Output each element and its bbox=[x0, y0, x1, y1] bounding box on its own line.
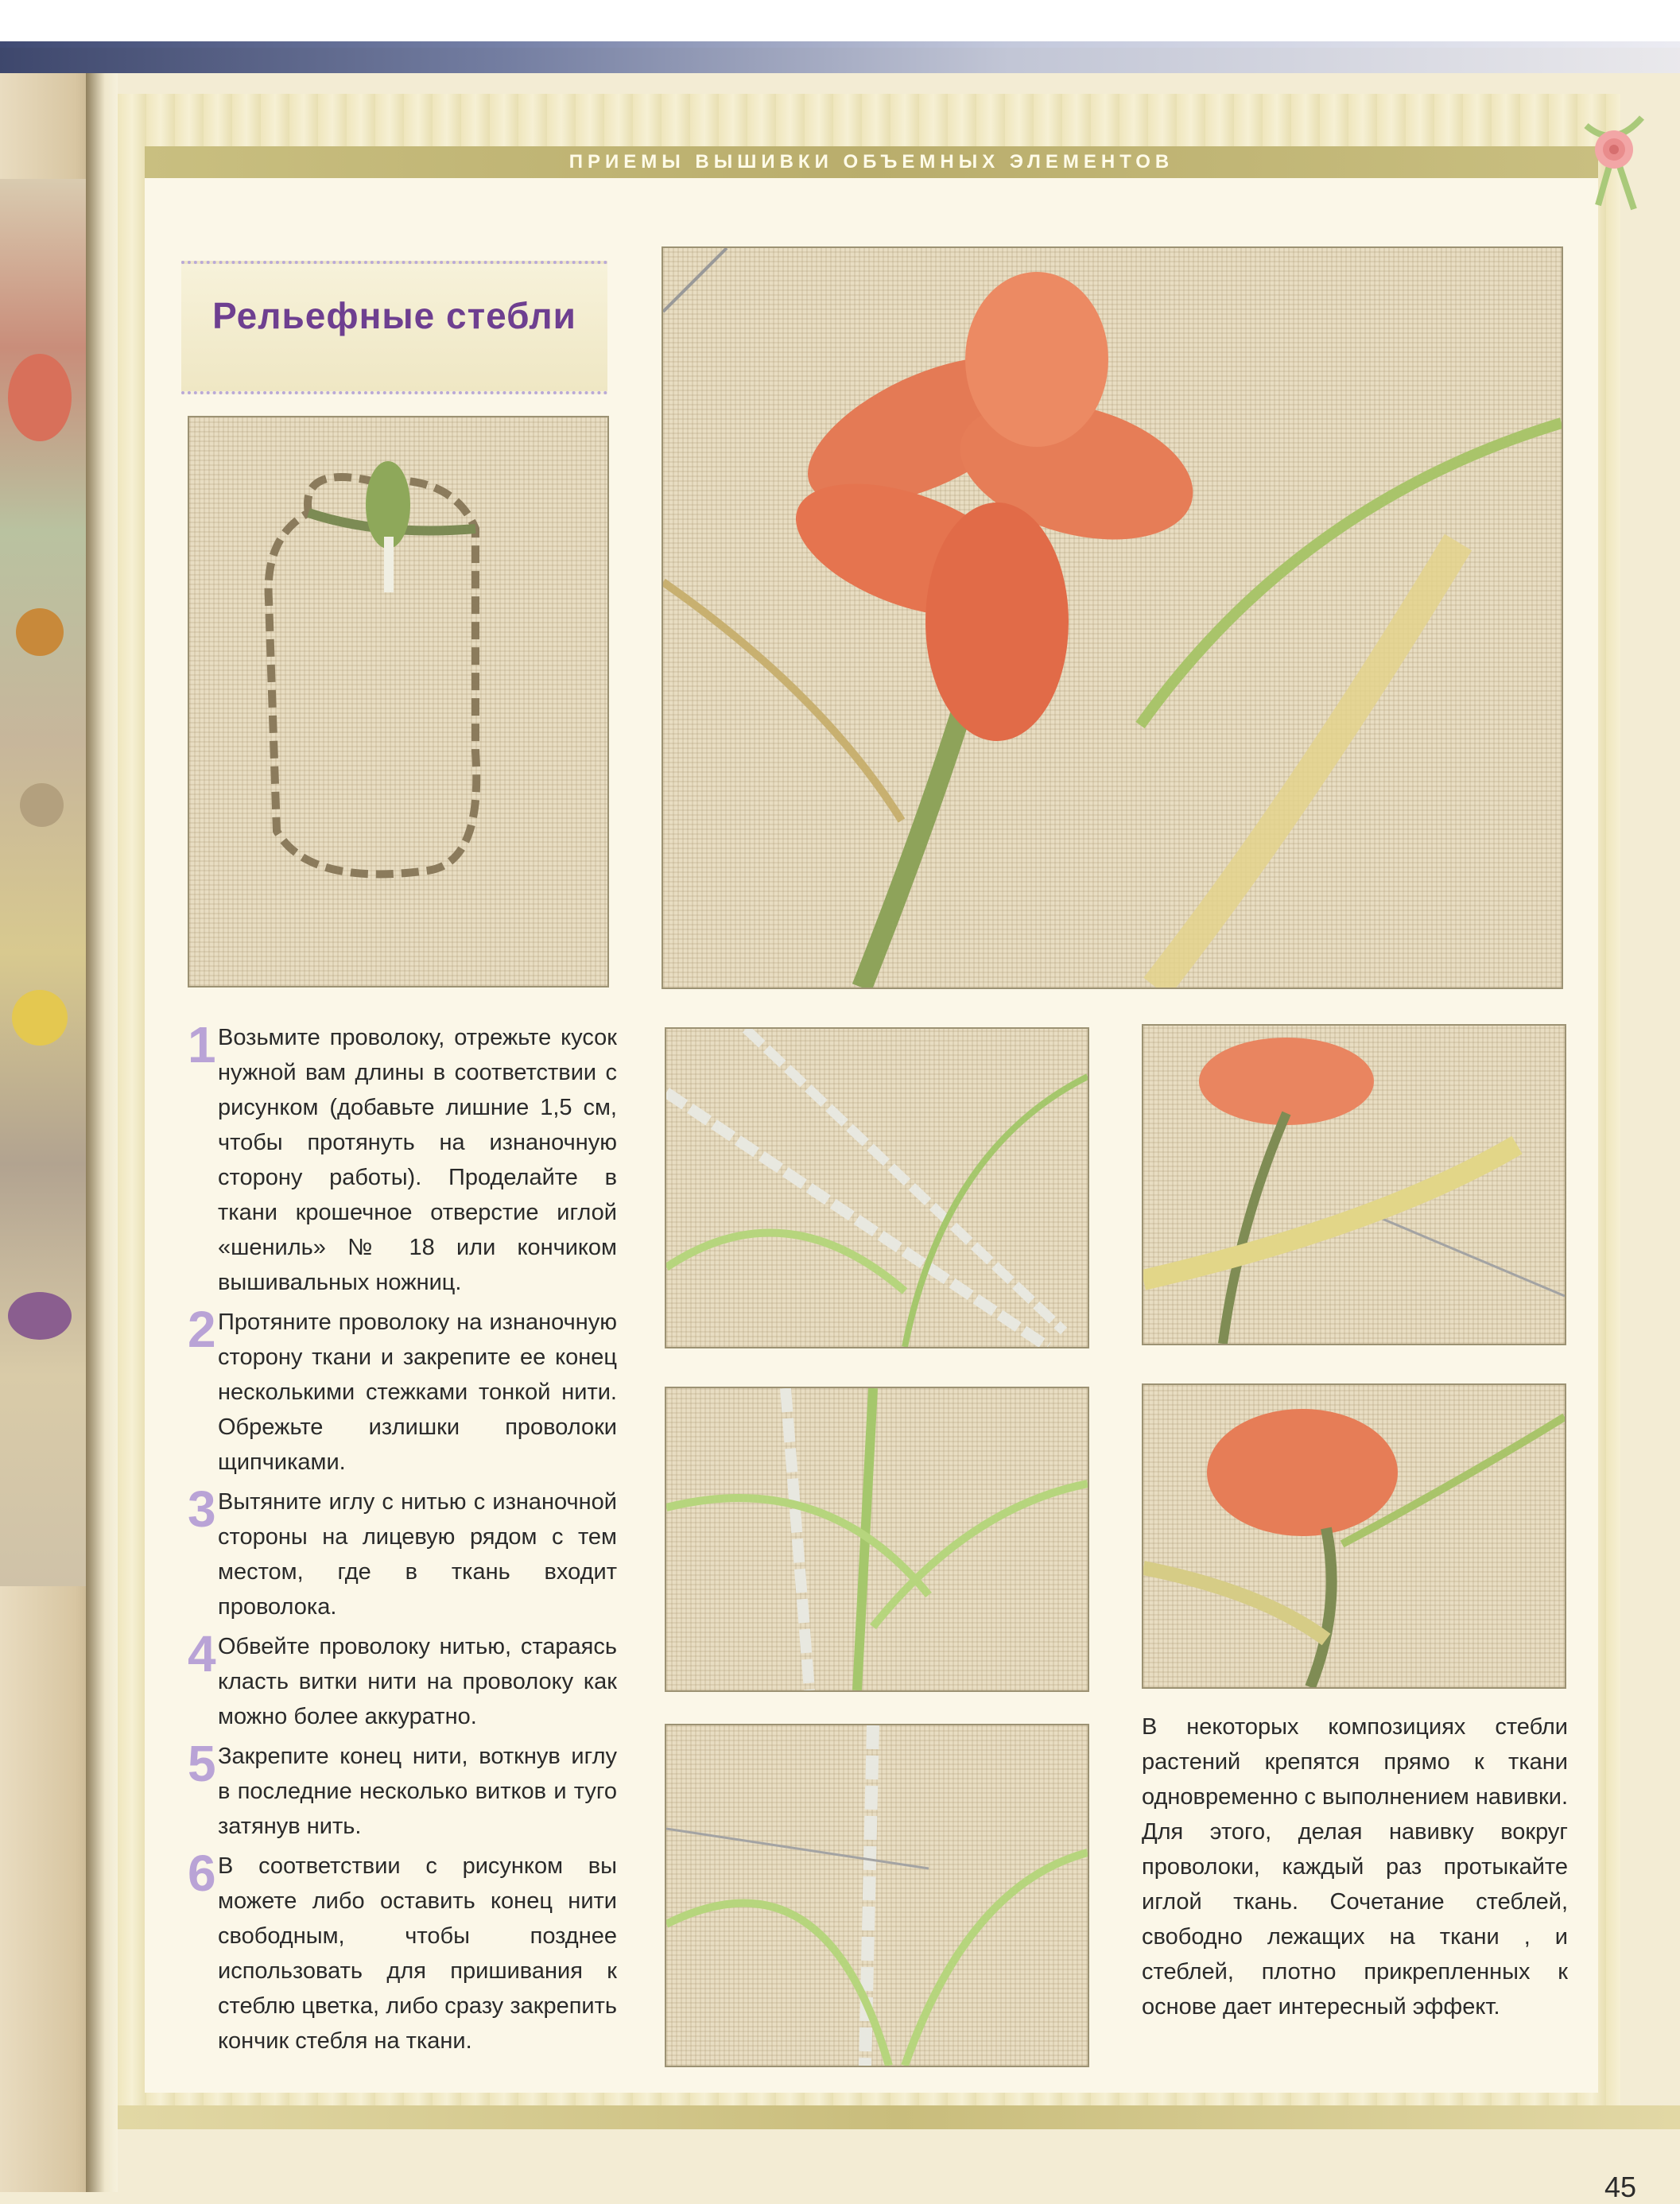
photo-wire-wrap-3 bbox=[665, 1724, 1089, 2067]
rose-ribbon-icon bbox=[1570, 94, 1658, 213]
photo-wire-outline bbox=[188, 416, 609, 988]
step-text: В соответствии с рисунком вы можете либо оставить конец нити свободным, чтобы позднее использовать для пришивания к стеблю цветка, либо сразу закрепить кончик стебля на ткани. bbox=[218, 1853, 617, 2054]
step-text: Обвейте проволоку нитью, стараясь класть витки нити на проволоку как можно более аккуратно. bbox=[218, 1634, 617, 1729]
page-footer-bar bbox=[118, 2105, 1680, 2129]
photo-lily-stem bbox=[662, 246, 1563, 989]
step-1 bbox=[188, 1016, 617, 1300]
step-3 bbox=[188, 1480, 617, 1624]
side-note: В некоторых композициях стебли растений крепятся прямо к ткани одновременно с выполнением навивки. Для этого, делая навивку вокруг проволоки, каждый раз протыкайте иглой ткань. Сочетание стеблей, свободно лежащих на ткани , и стеблей, плотно прикрепленных к основе дает интересный эффект. bbox=[1142, 1714, 1569, 2020]
step-4 bbox=[188, 1625, 617, 1734]
step-2 bbox=[188, 1301, 617, 1480]
instruction-steps bbox=[188, 1016, 617, 2063]
step-text: Закрепите конец нити, воткнув иглу в последние несколько витков и туго затянув нить. bbox=[218, 1744, 617, 1839]
page-number: 45 bbox=[1604, 2171, 1637, 2203]
step-text: Возьмите проволоку, отрежьте кусок нужной вам длины в соответствии с рисунком (добавьте лишние 1,5 см, чтобы протянуть на изнаночную сторону работы). Проделайте в ткани крошечное отверстие иглой «шениль» № 18 или кончиком вышивальных ножниц. bbox=[218, 1025, 617, 1295]
photo-lily-needle-2 bbox=[1142, 1383, 1566, 1689]
step-6 bbox=[188, 1845, 617, 2058]
running-header: ПРИЕМЫ ВЫШИВКИ ОБЪЕМНЫХ ЭЛЕМЕНТОВ bbox=[568, 151, 1174, 173]
facing-page-embroidery-photo bbox=[0, 179, 87, 1586]
step-number: 6 bbox=[188, 1845, 216, 1902]
book-spine bbox=[86, 73, 118, 2192]
photo-wire-wrap-1 bbox=[665, 1027, 1089, 1348]
step-number: 4 bbox=[188, 1625, 216, 1682]
scan-top-margin bbox=[0, 0, 1680, 48]
step-5 bbox=[188, 1735, 617, 1844]
scan-edge-band bbox=[0, 41, 1680, 73]
step-number: 1 bbox=[188, 1016, 216, 1073]
step-text: Вытяните иглу с нитью с изнаночной стороны на лицевую рядом с тем местом, где в ткань входит проволока. bbox=[218, 1489, 617, 1620]
step-number: 2 bbox=[188, 1301, 216, 1358]
step-text: Протяните проволоку на изнаночную сторону ткани и закрепите ее конец несколькими стежками тонкой нити. Обрежьте излишки проволоки щипчиками. bbox=[218, 1310, 617, 1475]
photo-wire-wrap-2 bbox=[665, 1387, 1089, 1692]
photo-lily-needle-1 bbox=[1142, 1024, 1566, 1345]
section-title: Рельефные стебли bbox=[212, 295, 576, 336]
step-number: 3 bbox=[188, 1480, 216, 1538]
step-number: 5 bbox=[188, 1735, 216, 1792]
